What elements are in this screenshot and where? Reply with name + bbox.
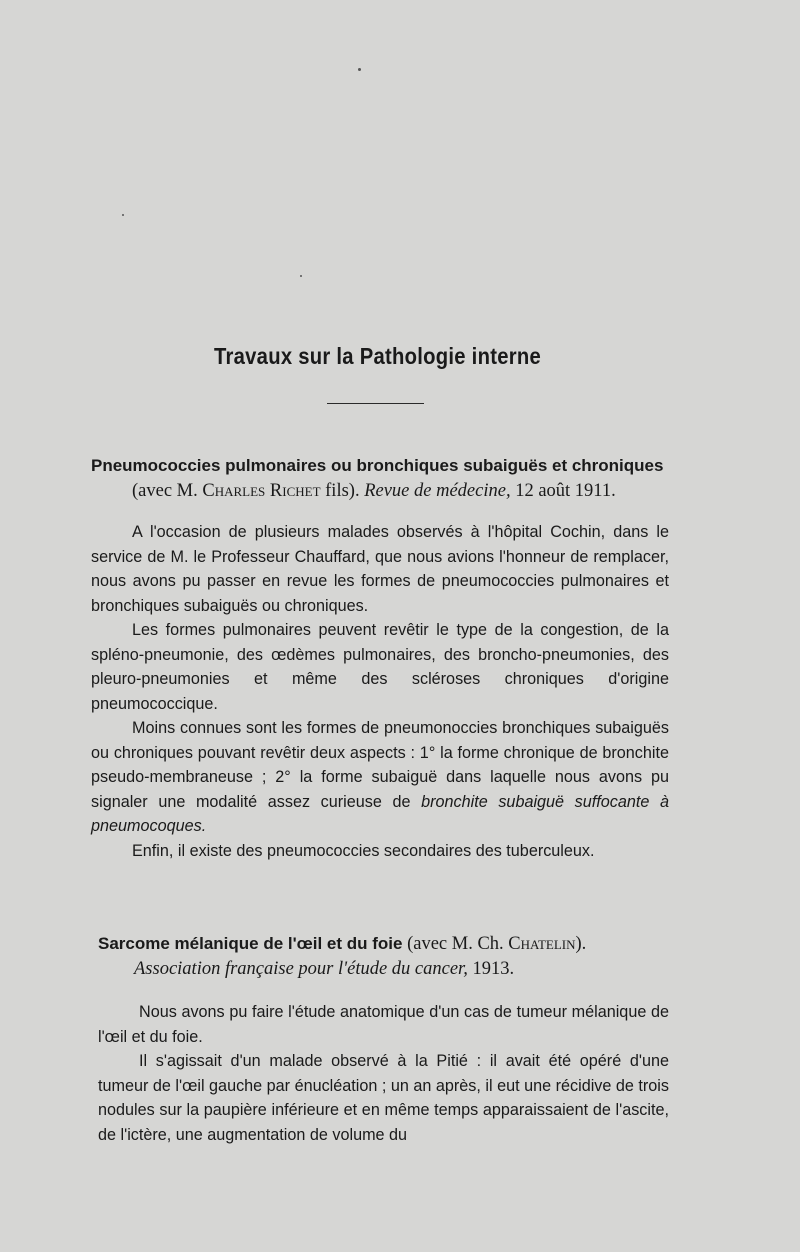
heading-journal: Revue de médecine, <box>364 481 511 501</box>
section-heading <box>91 453 669 504</box>
section-sarcome <box>98 931 669 1147</box>
paragraph <box>91 716 669 839</box>
paragraph: Nous avons pu faire l'étude anatomique d'un cas de tumeur mélanique de l'œil et du foie. <box>98 1003 669 1046</box>
section-heading <box>98 931 669 982</box>
section-body <box>91 520 669 863</box>
heading-after: fils). <box>320 481 365 501</box>
paper-speck <box>358 68 361 71</box>
paragraph-italic: bronchite subaiguë suffocante à pneumocoques. <box>91 792 669 835</box>
heading-collab: (avec M. Ch. <box>402 934 509 954</box>
heading-after: ). <box>575 934 587 954</box>
paragraph: Il s'agissait d'un malade observé à la Pitié : il avait été opéré d'une tumeur de l'œil gauche par énucléation ; un an après, il eut une récidive de trois nodules sur la paupière inférieure et en même temps apparaissaient de l'ascite, de l'ictère, une augmentation de volume du <box>98 1052 669 1144</box>
heading-author: Charles Richet <box>202 481 321 501</box>
section-pneumococcies <box>91 453 669 863</box>
paragraph: Les formes pulmonaires peuvent revêtir le type de la congestion, de la spléno-pneumonie, des œdèmes pulmonaires, des broncho-pneumonies, des pleuro-pneumonies et même des scléroses chroniques d'origine pneumococcique. <box>91 621 669 713</box>
paper-speck <box>122 214 124 216</box>
heading-author: Chatelin <box>508 934 576 954</box>
heading-journal: Association française pour l'étude du cancer, <box>134 959 468 979</box>
heading-date: 1913. <box>467 959 515 979</box>
paragraph-text: Moins connues sont les formes de pneumonoccies bronchiques subaiguës ou chroniques pouvant revêtir deux aspects : 1° la forme chronique de bronchite pseudo-membraneuse ; 2° la forme subaiguë dans laquelle nous avons pu signaler une modalité assez curieuse de <box>91 719 669 811</box>
paper-speck <box>300 275 302 277</box>
paragraph: Enfin, il existe des pneumococcies secondaires des tuberculeux. <box>132 841 595 860</box>
page-title: Travaux sur la Pathologie interne <box>213 343 542 369</box>
heading-title: Pneumococcies pulmonaires ou bronchiques subaiguës et chroniques <box>91 456 664 475</box>
heading-collab: (avec M. <box>132 481 203 501</box>
paragraph: A l'occasion de plusieurs malades observés à l'hôpital Cochin, dans le service de M. le Professeur Chauffard, que nous avions l'honneur de remplacer, nous avons pu passer en revue les formes de pneumococcies pulmonaires et bronchiques subaiguës ou chroniques. <box>91 523 669 615</box>
heading-title: Sarcome mélanique de l'œil et du foie <box>98 934 403 953</box>
heading-date: 12 août 1911. <box>510 481 616 501</box>
section-body <box>98 1000 669 1147</box>
title-divider <box>327 403 424 404</box>
